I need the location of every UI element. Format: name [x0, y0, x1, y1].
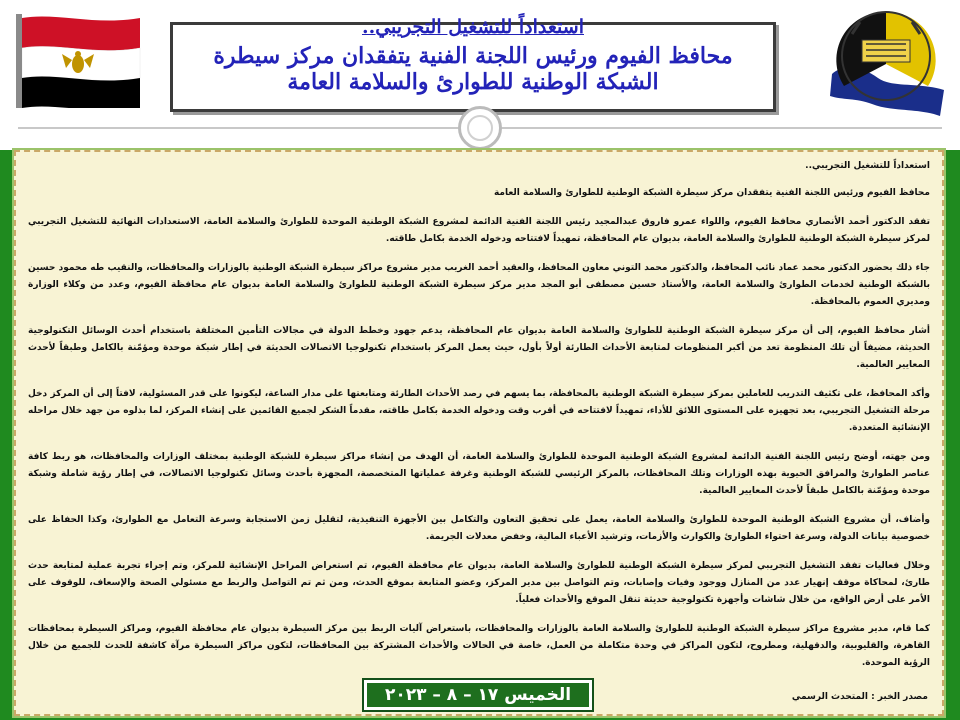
egypt-flag-icon	[16, 12, 146, 108]
article-paragraph: ومن جهته، أوضح رئيس اللجنة الفنية الدائمة لمشروع الشبكة الوطنية الموحدة للطوارئ والسلامة العامة، أن الهدف من إنشاء مراكز سيطرة للشبكة الوطنية بمختلف الوزارات والمحافظات، هو ربط كافة عناصر الطوارئ والمرافق الحيوية بهذه الوزارات وتلك المحافظات، بالمركز الرئيسي للشبكة الوطنية وغرفة عملياتها المتخصصة، المجهزة بأحدث وسائل تكنولوجيا الاتصالات، في إطار رؤية شاملة وشبكة موحدة ومؤمّنة بالكامل طبقاً لأحدث المعايير العالمية.	[28, 452, 930, 496]
date-badge: الخميس ١٧ – ٨ – ٢٠٢٣	[364, 680, 592, 710]
article-paragraph: جاء ذلك بحضور الدكتور محمد عماد نائب المحافظ، والدكتور محمد التوني معاون المحافظ، والعقيد أحمد الغريب مدير مشروع مراكز سيطرة الشبكة الوطنية بالوزارات والمحافظات، والنقيب طه محمود حسين بالشبكة الوطنية لخدمات الطوارئ والسلامة العامة، والأستاذ حسين مصطفى أبو المجد مدير مركز سيطرة الشبكة الوطنية للطوارئ والسلامة العامة بديوان عام محافظة الفيوم، وعدد من وكلاء الوزارة ومديري العموم بالمحافظة.	[28, 263, 930, 307]
article-paragraph: تفقد الدكتور أحمد الأنصاري محافظ الفيوم، واللواء عمرو فاروق عبدالمجيد رئيس اللجنة الفنية الدائمة لمشروع الشبكة الوطنية الموحدة للطوارئ والسلامة العامة، الاستعدادات النهائية للتشغيل التجريبي لمركز سيطرة الشبكة الوطنية للطوارئ والسلامة العامة، بديوان عام المحافظة، تمهيداً لافتتاحه ودخوله الخدمة بكامل طاقته.	[28, 217, 930, 244]
article-paragraph: وأضاف، أن مشروع الشبكة الوطنية الموحدة للطوارئ والسلامة العامة، يعمل على تحقيق التعاون والتكامل بين الأجهزة التنفيذية، لتقليل زمن الاستجابة وسرعة التعامل مع الطوارئ، وكذا الحفاظ على خصوصية بيانات الدولة، وسرعة احتواء الطوارئ والكوارث والأزمات، وترشيد الأعباء المالية، وخفض معدلات الجريمة.	[28, 515, 930, 542]
ring-ornament-icon	[458, 106, 502, 150]
news-source: مصدر الخبر : المتحدث الرسمي	[791, 692, 928, 702]
article-paragraph: أشار محافظ الفيوم، إلى أن مركز سيطرة الشبكة الوطنية للطوارئ والسلامة العامة بديوان عام المحافظة، يدعم جهود وخطط الدولة في مجالات التأمين المختلفة باستخدام أحدث الوسائل التكنولوجية الحديثة، مضيفاً أن تلك المنظومة تعد من أكبر المنظومات لمتابعة الأحداث الطارئة أولاً بأول، حيث يعمل المركز باستخدام تكنولوجيا الاتصالات الحديثة في إطار شبكة موحدة ومؤمّنة بالكامل وطبقاً لأحدث المعايير العالمية.	[28, 326, 930, 370]
headline-box	[170, 16, 776, 112]
article-paragraph: وخلال فعاليات تفقد التشغيل التجريبي لمركز سيطرة الشبكة الوطنية للطوارئ والسلامة العامة، بديوان عام محافظة الفيوم، تم استعراض المراحل الإنشائية للمركز، وتم إجراء تجربة عملية لمتابعة حدث طارئ، لمحاكاة موقف إنهيار عدد من المنازل ووجود وفيات وإصابات، وتم التواصل بين مدير المركز، وعضو المتابعة بموقع الحدث، ومن ثم تم التواصل والربط مع مسئولي الصحة والإسعاف، للوقوف على الأمر على أرض الواقع، من خلال شاشات وأجهزة تكنولوجية حديثة تنقل الموقع والأحداث فعلياً.	[28, 561, 930, 605]
article-panel	[14, 150, 944, 716]
article-paragraph: محافظ الفيوم ورئيس اللجنة الفنية يتفقدان مركز سيطرة الشبكة الوطنية للطوارئ والسلامة العامة	[493, 188, 930, 198]
article-paragraph: وأكد المحافظ، على تكثيف التدريب للعاملين بمركز سيطرة الشبكة الوطنية بالمحافظة، بما يسهم في رصد الأحداث الطارئة ومتابعتها على مدار الساعة، ليكونوا على قدر المسئولية، لافتاً إلى أن المركز دخل مرحلة التشغيل التجريبي، بعد تجهيزه على المستوى اللائق للأداء، تمهيداً لافتتاحه في أقرب وقت ودخوله الخدمة بكامل طاقته، مقدماً الشكر لجميع القائمين على إنشاء المركز، لما بذلوه من جهد خلال مراحله الإنشائية المتعددة.	[28, 389, 930, 433]
headline-main: محافظ الفيوم ورئيس اللجنة الفنية يتفقدان مركز سيطرة الشبكة الوطنية للطوارئ والسلامة العامة	[213, 43, 733, 95]
article-paragraph: استعداداً للتشغيل التجريبي..	[805, 161, 930, 171]
fayoum-governorate-logo	[822, 4, 950, 132]
headline-kicker: استعداداً للتشغيل التجريبي..	[361, 16, 584, 38]
article-paragraph: كما قام، مدير مشروع مراكز سيطرة الشبكة الوطنية للطوارئ والسلامة العامة بالوزارات والمحافظات، باستعراض آليات الربط بين مركز السيطرة بديوان عام محافظة الفيوم، ومراكز السيطرة بمحافظات القاهرة، والقليوبية، والدقهلية، ومطروح، لتكون المراكز في وحدة متكاملة من العمل، خاصة في الحالات والأحداث المشتركة بين المحافظات، لتكون مراكز السيطرة مرآة كاشفة للحدث للجميع من خلال الرؤية الموحدة.	[28, 624, 930, 668]
